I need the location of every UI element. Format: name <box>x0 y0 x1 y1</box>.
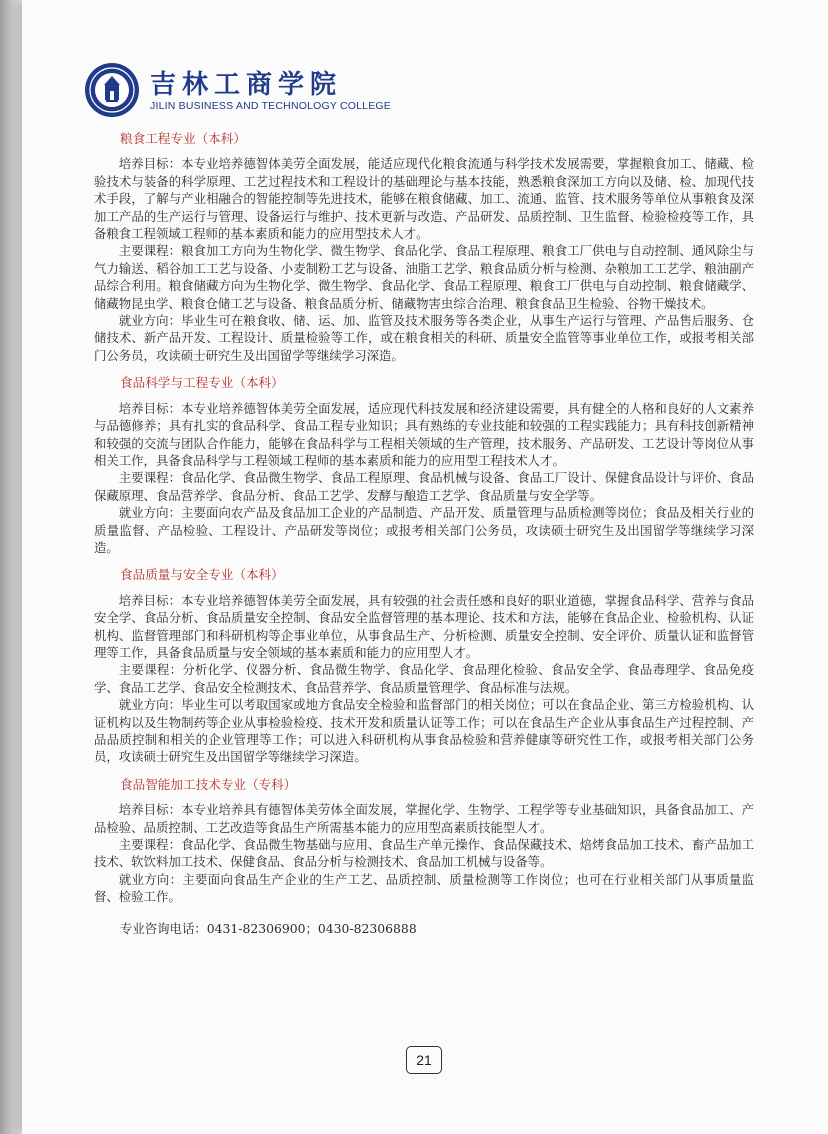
section-title: 食品质量与安全专业（本科） <box>120 567 284 583</box>
program-section-smart-food-processing <box>94 776 754 906</box>
main-courses: 主要课程：食品化学、食品微生物基础与应用、食品生产单元操作、食品保藏技术、焙烤食品加工技术、畜产品加工技术、软饮料加工技术、保健食品、食品分析与检测技术、食品加工机械与设备等。 <box>94 837 754 870</box>
training-goal: 培养目标：本专业培养德智体美劳全面发展，具有较强的社会责任感和良好的职业道德，掌握食品科学、营养与食品安全学、食品分析、食品质量安全控制、食品安全监督管理的基本理论、技术和方法，能够在食品企业、检验机构、认证机构、监督管理部门和科研机构等企事业单位，从事食品生产、分析检测、质量安全控制、安全评价、质量认证和监督管理等工作，具备食品质量与安全领域的基本素质和能力的应用型人才。 <box>94 592 754 660</box>
program-section-grain-engineering <box>94 130 754 364</box>
main-courses: 主要课程：食品化学、食品微生物学、食品工程原理、食品机械与设备、食品工厂设计、保健食品设计与评价、食品保藏原理、食品营养学、食品分析、食品工艺学、发酵与酿造工艺学、食品质量与安全学等。 <box>94 470 754 503</box>
section-title: 粮食工程专业（本科） <box>120 131 246 146</box>
training-goal: 培养目标：本专业培养德智体美劳全面发展，适应现代科技发展和经济建设需要，具有健全的人格和良好的人文素养与品德修养；具有扎实的食品科学、食品工程专业知识；具有熟练的专业技能和较强的工程实践能力；具有科技创新精神和较强的交流与团队合作能力，能够在食品科学与工程相关领域的生产管理，技术服务、产品研发、工艺设计等岗位从事相关工作，具备食品科学与工程领域工程师的基本素质和能力的应用型工程技术人才。 <box>94 400 754 468</box>
career-direction: 就业方向：主要面向食品生产企业的生产工艺、品质控制、质量检测等工作岗位；也可在行业相关部门从事质量监督、检验工作。 <box>94 871 754 905</box>
career-direction: 就业方向：毕业生可在粮食收、储、运、加、监管及技术服务等各类企业，从事生产运行与管理、产品售后服务、仓储技术、新产品开发、工程设计、质量检验等工作，或在粮食相关的科研、质量安全监管等事业单位工作，或报考相关部门公务员，攻读硕士研究生及出国留学等继续学习深造。 <box>94 313 754 363</box>
program-content <box>94 130 754 937</box>
document-page <box>22 0 828 1134</box>
section-title: 食品科学与工程专业（本科） <box>120 375 284 391</box>
main-courses: 主要课程：粮食加工方向为生物化学、微生物学、食品化学、食品工程原理、粮食工厂供电与自动控制、通风除尘与气力输送、稻谷加工工艺与设备、小麦制粉工艺与设备、油脂工艺学、粮食品质分析与检测、杂粮加工工艺学、粮油副产品综合利用。粮食储藏方向为生物化学、微生物学、食品化学、食品工程原理、粮食工厂供电与自动控制、粮食储藏学、储藏物昆虫学、粮食仓储工艺与设备、粮食品质分析、储藏物害虫综合治理、粮食食品卫生检验、谷物干燥技术。 <box>94 243 754 311</box>
contact-phone: 专业咨询电话：0431-82306900；0430-82306888 <box>120 920 417 936</box>
career-direction: 就业方向：主要面向农产品及食品加工企业的产品制造、产品开发、质量管理与品质检测等岗位；食品及相关行业的质量监督、产品检验、工程设计、产品研发等岗位；或报考相关部门公务员，攻读硕士研究生及出国留学等继续学习深造。 <box>94 505 754 555</box>
section-title: 食品智能加工技术专业（专科） <box>120 776 297 792</box>
program-section-food-science <box>94 374 754 556</box>
school-logo <box>84 62 444 120</box>
school-name-en: JILIN BUSINESS AND TECHNOLOGY COLLEGE <box>150 100 391 112</box>
main-courses: 主要课程：分析化学、仪器分析、食品微生物学、食品化学、食品理化检验、食品安全学、食品毒理学、食品免疫学、食品工艺学、食品安全检测技术、食品营养学、食品质量管理学、食品标准与法规。 <box>94 662 754 695</box>
training-goal: 培养目标：本专业培养具有德智体美劳体全面发展，掌握化学、生物学、工程学等专业基础知识，具备食品加工、产品检验、品质控制、工艺改造等食品生产所需基本能力的应用型高素质技能型人才。 <box>94 802 754 835</box>
school-name-cn: 吉林工商学院 <box>150 70 343 100</box>
book-spine-shadow <box>0 0 22 1134</box>
career-direction: 就业方向：毕业生可以考取国家或地方食品安全检验和监督部门的相关岗位；可以在食品企业、第三方检验机构、认证机构以及生物制药等企业从事检验检疫、技术开发和质量认证等工作；可以在食品生产企业从事食品生产过程控制、产品品质控制和相关的企业管理等工作；可以进入科研机构从事食品检验和营养健康等研究性工作，或报考相关部门公务员，攻读硕士研究生及出国留学等继续学习深造。 <box>94 697 754 765</box>
training-goal: 培养目标：本专业培养德智体美劳全面发展，能适应现代化粮食流通与科学技术发展需要，掌握粮食加工、储藏、检验技术与装备的科学原理、工艺过程技术和工程设计的基础理论与基本技能，熟悉粮食深加工方向以及储、检、加现代技术手段，了解与产业相融合的智能控制等先进技术，能够在粮食储藏、加工、流通、监管、技术服务等单位从事粮食及深加工产品的生产运行与管理、设备运行与维护、技术更新与改造、产品研发、品质控制、卫生监督、检验检疫等工作，具备粮食工程领域工程师的基本素质和能力的应用型技术人才。 <box>94 156 754 242</box>
program-section-food-quality-safety <box>94 566 754 765</box>
page-number: 21 <box>406 1046 442 1074</box>
school-seal-icon <box>84 62 140 118</box>
